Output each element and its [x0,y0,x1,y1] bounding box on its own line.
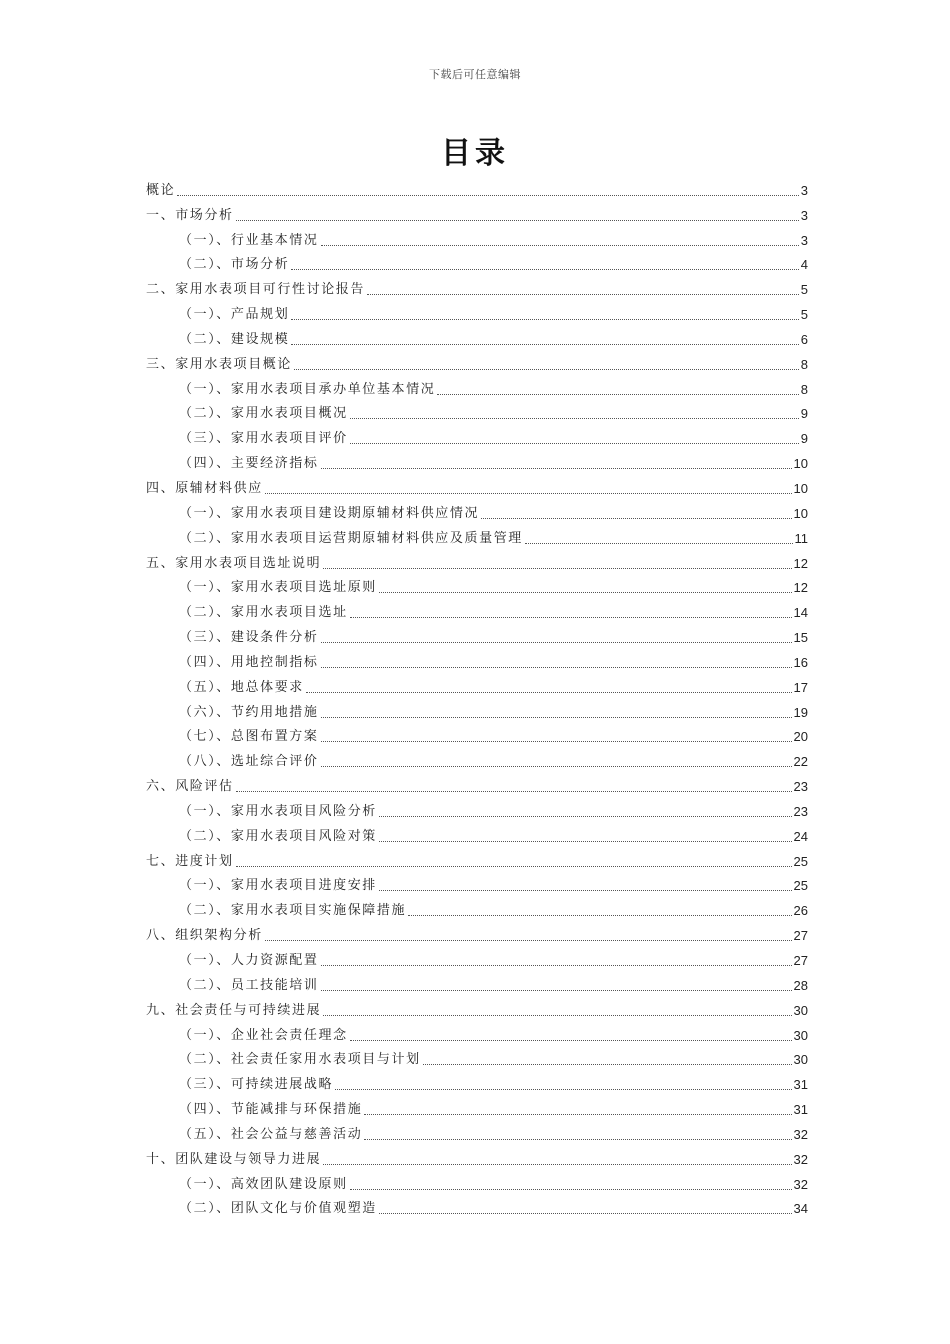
toc-section-entry[interactable] [146,648,808,673]
toc-title: 目录 [441,136,509,171]
toc-entry-page-number: 8 [800,381,808,397]
toc-section-entry[interactable] [146,325,808,350]
toc-section-entry[interactable] [146,946,808,971]
toc-entry-label: （一）、行业基本情况 [179,232,319,248]
toc-dot-leader [364,1114,791,1115]
toc-entry-page-number: 32 [793,1151,808,1167]
toc-dot-leader [265,493,792,494]
toc-entry-page-number: 31 [793,1077,808,1093]
toc-entry-page-number: 30 [793,1052,808,1068]
toc-entry-page-number: 16 [793,654,808,670]
toc-entry-page-number: 3 [800,232,808,248]
toc-section-entry[interactable] [146,872,808,897]
toc-entry-page-number: 32 [793,1176,808,1192]
toc-dot-leader [321,468,792,469]
toc-entry-page-number: 23 [793,803,808,819]
toc-entry-page-number: 10 [793,505,808,521]
toc-entry-page-number: 25 [793,878,808,894]
toc-entry-page-number: 32 [793,1126,808,1142]
toc-entry-label: （一）、家用水表项目建设期原辅材料供应情况 [179,505,480,521]
toc-dot-leader [291,319,798,320]
toc-chapter-entry[interactable] [146,996,808,1021]
toc-entry-label: 一、市场分析 [146,207,234,223]
toc-dot-leader [525,543,793,544]
toc-entry-label: （二）、员工技能培训 [179,977,319,993]
toc-entry-page-number: 9 [800,406,808,422]
toc-section-entry[interactable] [146,797,808,822]
toc-entry-label: （五）、社会公益与慈善活动 [179,1126,363,1142]
toc-entry-page-number: 23 [793,779,808,795]
toc-entry-label: （八）、选址综合评价 [179,754,319,770]
toc-dot-leader [367,294,799,295]
toc-dot-leader [323,1015,791,1016]
toc-chapter-entry[interactable] [146,921,808,946]
table-of-contents [146,176,808,1219]
toc-chapter-entry[interactable] [146,176,808,201]
toc-section-entry[interactable] [146,623,808,648]
toc-section-entry[interactable] [146,574,808,599]
toc-dot-leader [481,518,791,519]
toc-entry-page-number: 34 [793,1201,808,1217]
toc-dot-leader [265,940,792,941]
toc-entry-page-number: 3 [800,207,808,223]
toc-dot-leader [379,816,792,817]
toc-entry-label: 三、家用水表项目概论 [146,356,293,372]
toc-entry-page-number: 12 [793,580,808,596]
toc-entry-page-number: 8 [800,356,808,372]
toc-entry-label: （二）、家用水表项目风险对策 [179,828,377,844]
toc-entry-page-number: 11 [794,530,808,546]
toc-entry-label: （一）、人力资源配置 [179,953,319,968]
toc-section-entry[interactable] [146,673,808,698]
toc-entry-label: （一）、家用水表项目风险分析 [179,803,377,819]
toc-entry-page-number: 22 [793,754,808,770]
toc-entry-label: （四）、节能减排与环保措施 [179,1102,363,1118]
toc-section-entry[interactable] [146,1170,808,1195]
toc-section-entry[interactable] [146,226,808,251]
page-header-note: 下载后可任意编辑 [429,68,521,81]
toc-entry-page-number: 17 [793,679,808,695]
toc-dot-leader [236,866,792,867]
toc-dot-leader [294,369,799,370]
toc-entry-page-number: 28 [793,977,808,993]
toc-dot-leader [323,1164,791,1165]
toc-section-entry[interactable] [146,747,808,772]
toc-section-entry[interactable] [146,1120,808,1145]
toc-entry-label: （二）、家用水表项目选址 [179,605,348,621]
toc-section-entry[interactable] [146,499,808,524]
toc-entry-label: 二、家用水表项目可行性讨论报告 [146,282,366,298]
toc-entry-page-number: 25 [793,853,808,869]
toc-entry-label: 十、团队建设与领导力进展 [146,1151,322,1167]
toc-chapter-entry[interactable] [146,847,808,872]
toc-dot-leader [350,443,799,444]
toc-dot-leader [177,195,799,196]
toc-entry-label: （六）、节约用地措施 [179,704,319,720]
toc-dot-leader [423,1064,792,1065]
toc-chapter-entry[interactable] [146,549,808,574]
toc-chapter-entry[interactable] [146,474,808,499]
toc-dot-leader [291,344,798,345]
toc-section-entry[interactable] [146,524,808,549]
toc-dot-leader [321,667,792,668]
toc-dot-leader [379,841,792,842]
toc-section-entry[interactable] [146,1021,808,1046]
toc-dot-leader [379,890,792,891]
toc-section-entry[interactable] [146,698,808,723]
toc-section-entry[interactable] [146,251,808,276]
toc-entry-label: （一）、产品规划 [179,307,290,323]
toc-dot-leader [350,418,799,419]
toc-dot-leader [437,394,798,395]
toc-entry-label: （四）、用地控制指标 [179,654,319,670]
toc-entry-label: （二）、建设规模 [179,331,290,347]
toc-dot-leader [408,915,791,916]
toc-dot-leader [364,1139,791,1140]
toc-dot-leader [350,1189,792,1190]
toc-entry-page-number: 14 [793,605,808,621]
toc-dot-leader [236,220,799,221]
toc-entry-label: （五）、地总体要求 [179,679,304,695]
toc-section-entry[interactable] [146,896,808,921]
toc-section-entry[interactable] [146,449,808,474]
toc-entry-label: （一）、家用水表项目选址原则 [179,580,377,596]
toc-entry-label: （一）、家用水表项目进度安排 [179,878,377,894]
toc-chapter-entry[interactable] [146,275,808,300]
toc-entry-page-number: 5 [800,282,808,298]
toc-entry-page-number: 6 [800,331,808,347]
toc-dot-leader [335,1089,791,1090]
toc-entry-label: （三）、建设条件分析 [179,630,319,646]
toc-chapter-entry[interactable] [146,772,808,797]
toc-dot-leader [291,269,798,270]
toc-entry-label: （二）、家用水表项目运营期原辅材料供应及质量管理 [179,530,523,546]
toc-entry-label: （一）、企业社会责任理念 [179,1027,348,1043]
toc-entry-label: （一）、家用水表项目承办单位基本情况 [179,381,436,397]
toc-entry-page-number: 12 [793,555,808,571]
toc-chapter-entry[interactable] [146,201,808,226]
toc-dot-leader [323,568,791,569]
toc-entry-label: （四）、主要经济指标 [179,456,319,472]
toc-section-entry[interactable] [146,1195,808,1220]
toc-dot-leader [350,617,792,618]
toc-section-entry[interactable] [146,822,808,847]
toc-entry-label: （二）、团队文化与价值观塑造 [179,1201,377,1217]
toc-entry-page-number: 19 [793,704,808,720]
toc-entry-label: 六、风险评估 [146,779,234,795]
toc-entry-label: （二）、家用水表项目概况 [179,406,348,422]
toc-entry-label: （二）、社会责任家用水表项目与计划 [179,1052,421,1068]
toc-entry-page-number: 3 [800,182,808,198]
toc-dot-leader [236,791,792,792]
toc-dot-leader [379,1213,792,1214]
toc-dot-leader [321,642,792,643]
toc-entry-page-number: 15 [793,630,808,646]
toc-entry-page-number: 9 [800,431,808,447]
toc-entry-label: （三）、可持续进展战略 [179,1077,334,1093]
toc-chapter-entry[interactable] [146,350,808,375]
toc-entry-page-number: 5 [800,307,808,323]
toc-dot-leader [321,965,792,966]
toc-section-entry[interactable] [146,723,808,748]
toc-entry-page-number: 10 [793,456,808,472]
toc-section-entry[interactable] [146,400,808,425]
toc-entry-label: （二）、市场分析 [179,257,290,273]
toc-entry-page-number: 30 [793,1002,808,1018]
toc-entry-label: 七、进度计划 [146,853,234,869]
toc-entry-label: （一）、高效团队建设原则 [179,1176,348,1192]
toc-dot-leader [321,741,792,742]
toc-entry-label: 概论 [146,182,176,198]
toc-entry-page-number: 27 [793,928,808,944]
toc-section-entry[interactable] [146,1070,808,1095]
toc-entry-page-number: 4 [800,257,808,273]
toc-section-entry[interactable] [146,1046,808,1071]
toc-dot-leader [379,592,792,593]
toc-entry-page-number: 27 [793,953,808,968]
toc-section-entry[interactable] [146,424,808,449]
toc-entry-label: 四、原辅材料供应 [146,480,263,496]
toc-entry-label: （三）、家用水表项目评价 [179,431,348,447]
toc-entry-page-number: 10 [793,480,808,496]
toc-entry-page-number: 30 [793,1027,808,1043]
toc-section-entry[interactable] [146,971,808,996]
toc-entry-label: 八、组织架构分析 [146,928,263,944]
toc-section-entry[interactable] [146,598,808,623]
toc-dot-leader [321,717,792,718]
toc-entry-page-number: 20 [793,729,808,745]
toc-dot-leader [321,766,792,767]
toc-entry-label: 五、家用水表项目选址说明 [146,555,322,571]
toc-section-entry[interactable] [146,375,808,400]
toc-section-entry[interactable] [146,1095,808,1120]
toc-entry-label: 九、社会责任与可持续进展 [146,1002,322,1018]
toc-dot-leader [321,245,799,246]
toc-dot-leader [306,692,792,693]
toc-chapter-entry[interactable] [146,1145,808,1170]
toc-entry-page-number: 24 [793,828,808,844]
toc-section-entry[interactable] [146,300,808,325]
toc-entry-label: （二）、家用水表项目实施保障措施 [179,903,407,919]
toc-dot-leader [350,1040,792,1041]
toc-entry-label: （七）、总图布置方案 [179,729,319,745]
toc-dot-leader [321,990,792,991]
toc-entry-page-number: 31 [793,1102,808,1118]
toc-entry-page-number: 26 [793,903,808,919]
